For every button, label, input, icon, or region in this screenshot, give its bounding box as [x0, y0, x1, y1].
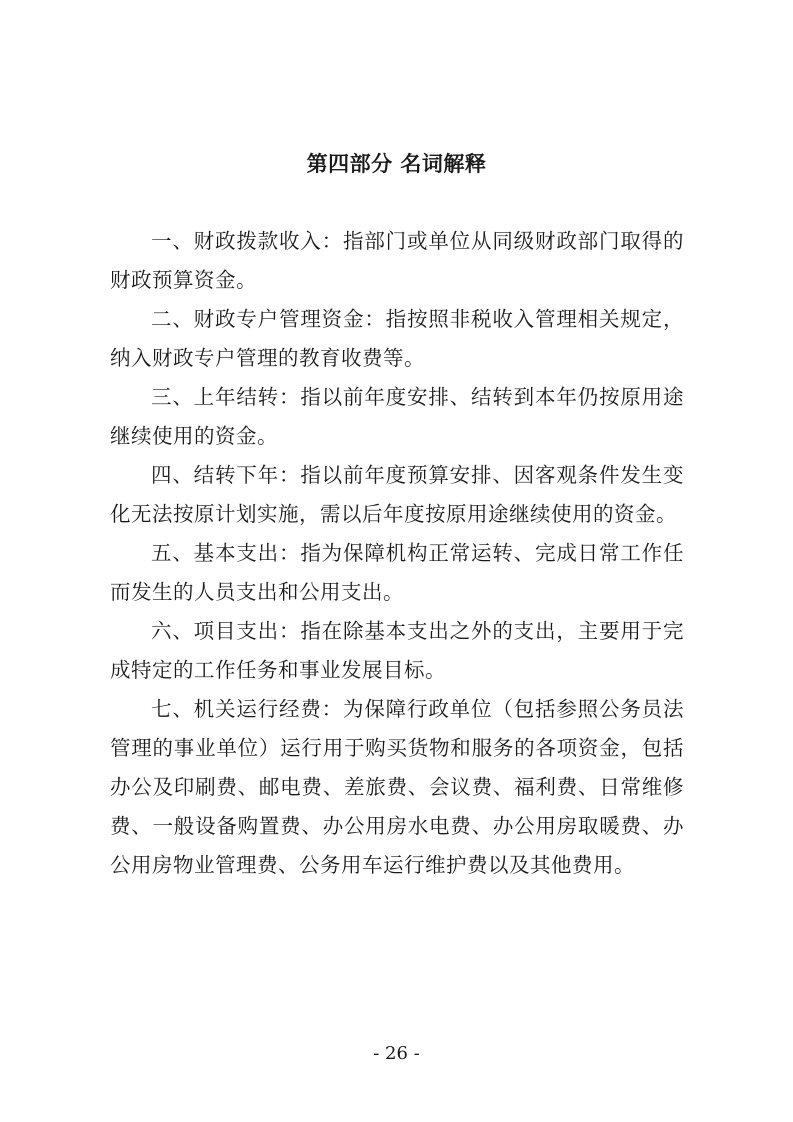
definitions-body: [110, 222, 684, 885]
definition-paragraph: 六、项目支出：指在除基本支出之外的支出，主要用于完成特定的工作任务和事业发展目标。: [110, 619, 684, 682]
section-title: 第四部分 名词解释: [306, 152, 487, 176]
page-number: - 26 -: [373, 1043, 420, 1064]
definition-paragraph: 二、财政专户管理资金：指按照非税收入管理相关规定，纳入财政专户管理的教育收费等。: [110, 307, 684, 370]
definition-paragraph: 三、上年结转：指以前年度安排、结转到本年仍按原用途继续使用的资金。: [110, 385, 684, 448]
definition-paragraph: 四、结转下年：指以前年度预算安排、因客观条件发生变化无法按原计划实施，需以后年度按原用途继续使用的资金。: [110, 463, 684, 526]
definition-paragraph: 一、财政拨款收入：指部门或单位从同级财政部门取得的财政预算资金。: [110, 229, 684, 292]
definition-paragraph: 五、基本支出：指为保障机构正常运转、完成日常工作任而发生的人员支出和公用支出。: [110, 541, 684, 604]
definition-paragraph: 七、机关运行经费：为保障行政单位（包括参照公务员法管理的事业单位）运行用于购买货物和服务的各项资金，包括办公及印刷费、邮电费、差旅费、会议费、福利费、日常维修费、一般设备购置费、办公用房水电费、办公用房取暖费、办公用房物业管理费、公务用车运行维护费以及其他费用。: [110, 697, 684, 877]
